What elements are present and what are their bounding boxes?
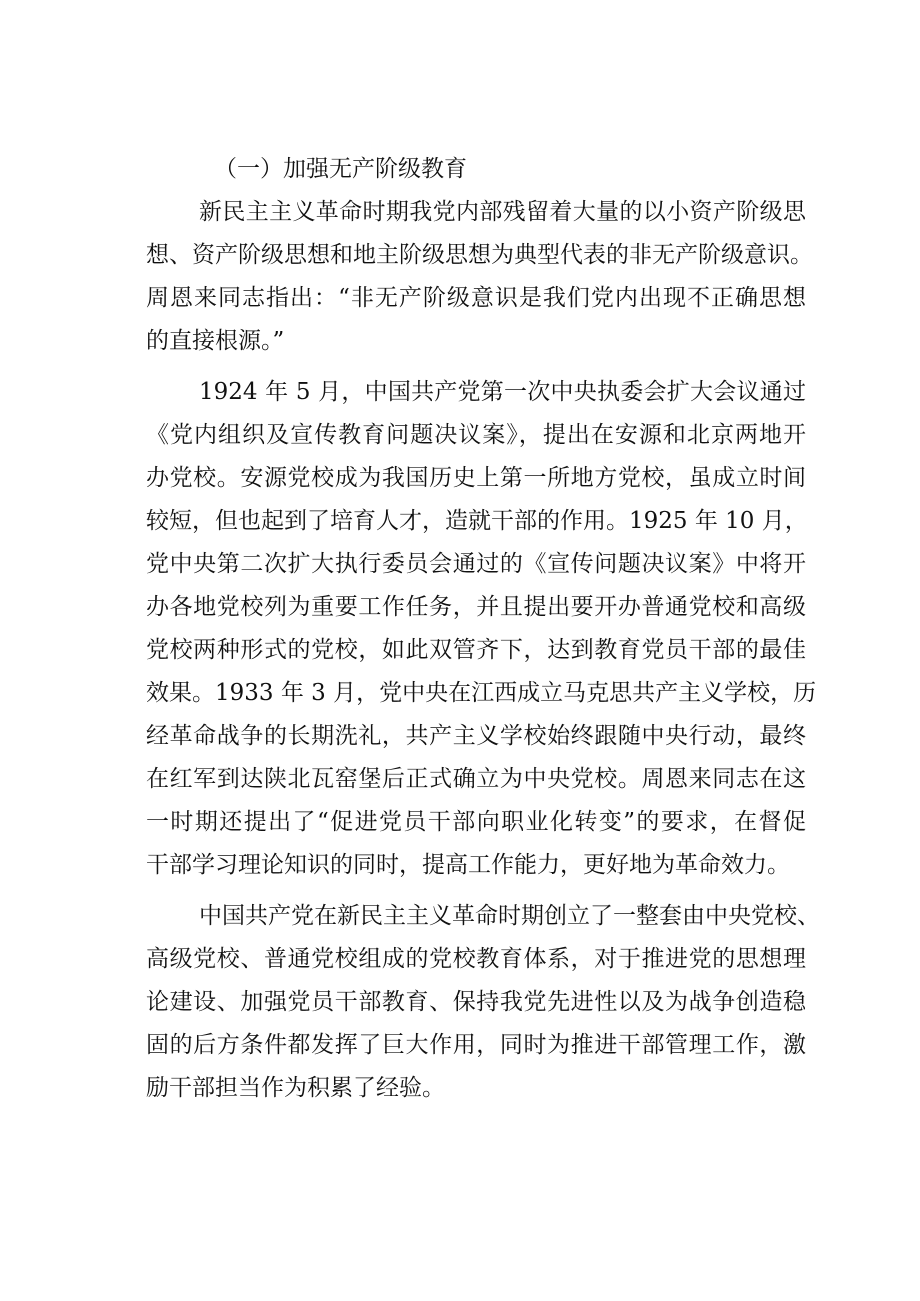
paragraph-line: 的直接根源。”	[146, 328, 285, 354]
paragraph-line: 周恩来同志指出：“非无产阶级意识是我们党内出现不正确思想	[146, 285, 806, 311]
paragraph-line: 党中央第二次扩大执行委员会通过的《宣传问题决议案》中将开	[146, 551, 806, 577]
paragraph-line: 《党内组织及宣传教育问题决议案》，提出在安源和北京两地开	[146, 422, 806, 448]
paragraph-2	[146, 371, 817, 887]
paragraph-line: 办各地党校列为重要工作任务，并且提出要开办普通党校和高级	[146, 594, 806, 620]
paragraph-line: 高级党校、普通党校组成的党校教育体系，对于推进党的思想理	[146, 946, 806, 972]
paragraph-1	[146, 191, 813, 363]
paragraph-line: 经革命战争的长期洗礼，共产主义学校始终跟随中央行动，最终	[146, 723, 806, 749]
document-body	[146, 148, 820, 1110]
paragraph-line: 较短，但也起到了培育人才，造就干部的作用。1925 年 10 月，	[146, 508, 808, 534]
paragraph-line: 固的后方条件都发挥了巨大作用，同时为推进干部管理工作，激	[146, 1032, 806, 1058]
paragraph-line: 在红军到达陕北瓦窑堡后正式确立为中央党校。周恩来同志在这	[146, 766, 806, 792]
paragraph-line: 励干部担当作为积累了经验。	[146, 1075, 445, 1101]
paragraph-line: 论建设、加强党员干部教育、保持我党先进性以及为战争创造稳	[146, 989, 806, 1015]
paragraph-line: 党校两种形式的党校，如此双管齐下，达到教育党员干部的最佳	[146, 637, 806, 663]
paragraph-line: 新民主主义革命时期我党内部残留着大量的以小资产阶级思	[199, 199, 806, 225]
section-heading: （一）加强无产阶级教育	[214, 156, 467, 182]
paragraph-line: 1924 年 5 月，中国共产党第一次中央执委会扩大会议通过	[199, 379, 806, 405]
paragraph-line: 干部学习理论知识的同时，提高工作能力，更好地为革命效力。	[146, 852, 790, 878]
paragraph-line: 效果。1933 年 3 月，党中央在江西成立马克思共产主义学校，历	[146, 680, 817, 706]
paragraph-gap	[146, 363, 806, 371]
paragraph-3	[146, 895, 820, 1110]
paragraph-line: 办党校。安源党校成为我国历史上第一所地方党校，虽成立时间	[146, 465, 806, 491]
paragraph-line: 中国共产党在新民主主义革命时期创立了一整套由中央党校、	[199, 903, 820, 929]
paragraph-gap	[146, 887, 806, 895]
paragraph-line: 想、资产阶级思想和地主阶级思想为典型代表的非无产阶级意识。	[146, 242, 813, 268]
paragraph-line: 一时期还提出了“促进党员干部向职业化转变”的要求，在督促	[146, 809, 806, 835]
